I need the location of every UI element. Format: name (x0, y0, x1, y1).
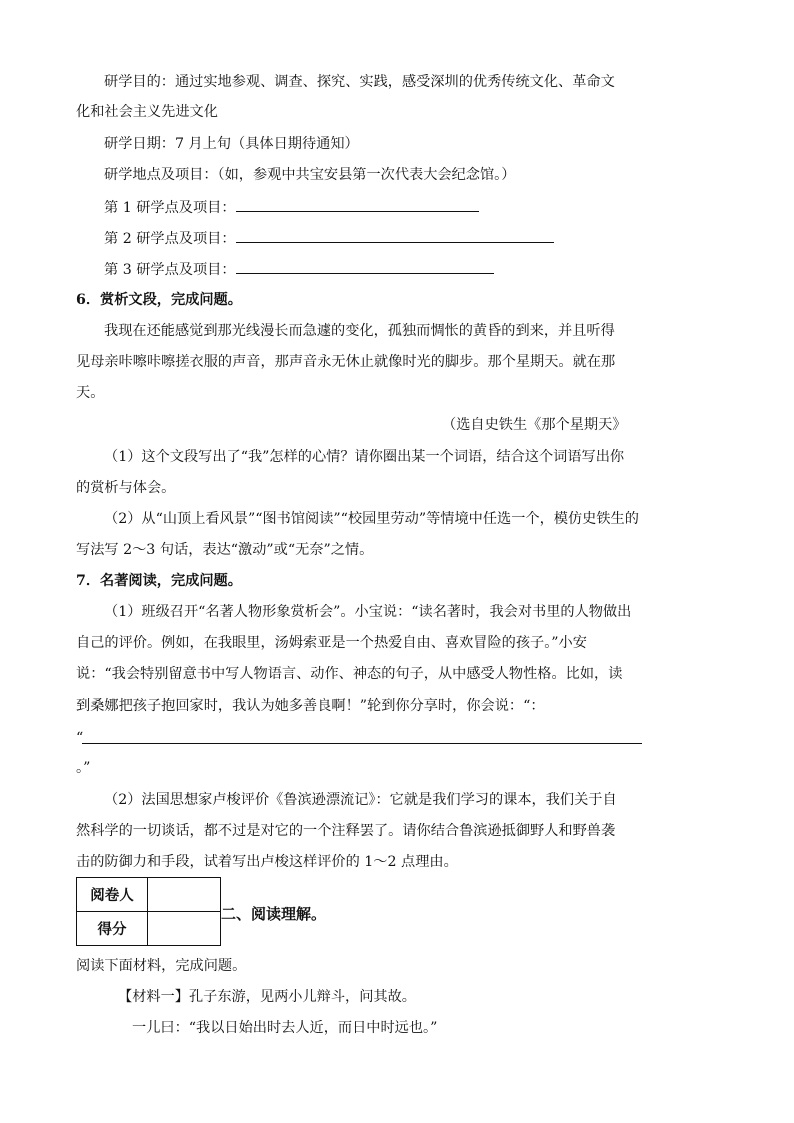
q6-sub1-line1: （1）这个文段写出了“我”怎样的心情？请你圈出某一个词语，结合这个词语写出你 (104, 449, 625, 465)
q7-sub2-line1: （2）法国思想家卢梭评价《鲁滨逊漂流记》：它就是我们学习的课本，我们关于自 (104, 792, 617, 808)
q7-sub2-line2: 然科学的一切谈话，都不过是对它的一个注释罢了。请你结合鲁滨逊抵御野人和野兽袭 (76, 823, 616, 839)
q6-passage-line3: 天。 (76, 385, 105, 401)
section-2-heading: 二、阅读理解。 (221, 905, 327, 923)
q7-sub1-line3: 说：“我会特别留意书中写人物语言、动作、神态的句子，从中感受人物性格。比如，读 (76, 666, 623, 682)
score-table-row (77, 878, 221, 912)
research-location: 研学地点及项目：（如，参观中共宝安县第一次代表大会纪念馆。） (104, 167, 516, 183)
q6-source: （选自史铁生《那个星期天》 (442, 417, 627, 433)
research-purpose-line2: 化和社会主义先进文化 (76, 104, 218, 120)
q7-sub2-line3: 击的防御力和手段，试着写出卢梭这样评价的 1～2 点理由。 (76, 854, 458, 870)
score-cell[interactable] (148, 912, 221, 946)
q7-close-quote: 。” (76, 760, 91, 776)
score-table-row (77, 912, 221, 946)
q7-sub1-line1: （1）班级召开“名著人物形象赏析会”。小宝说：“读名著时，我会对书里的人物做出 (104, 604, 632, 620)
q6-passage-line2: 见母亲咔嚓咔嚓搓衣服的声音，那声音永无休止就像时光的脚步。那个星期天。就在那 (76, 354, 616, 370)
q7-sub1-line4: 到桑娜把孩子抱回家时，我认为她多善良啊！”轮到你分享时，你会说：“： (76, 698, 545, 714)
q6-sub1-line2: 的赏析与体会。 (76, 480, 176, 496)
research-item-3-answer-blank[interactable] (236, 259, 494, 274)
score-table (76, 877, 221, 946)
research-item-2 (104, 228, 554, 249)
q7-answer-line[interactable] (82, 743, 642, 744)
score-label: 得分 (77, 912, 148, 946)
research-date: 研学日期：7 月上旬（具体日期待通知） (104, 136, 359, 152)
material-1: 【材料一】孔子东游，见两小儿辩斗，问其故。 (118, 989, 416, 1005)
q7-sub1-line2: 自己的评价。例如，在我眼里，汤姆索亚是一个热爱自由、喜欢冒险的孩子。”小安 (76, 635, 587, 651)
research-item-2-label: 第 2 研学点及项目： (104, 231, 236, 247)
question-6-title: 6．赏析文段，完成问题。 (76, 292, 242, 308)
research-item-3-label: 第 3 研学点及项目： (104, 262, 236, 278)
q7-open-quote: “ (76, 730, 84, 746)
reviewer-cell[interactable] (148, 878, 221, 912)
section-2-intro: 阅读下面材料，完成问题。 (76, 958, 247, 974)
research-item-2-answer-blank[interactable] (236, 228, 554, 243)
research-purpose-line1: 研学目的：通过实地参观、调查、探究、实践，感受深圳的优秀传统文化、革命文 (104, 74, 615, 90)
material-1-child-said: 一儿曰：“我以日始出时去人近，而日中时远也。” (132, 1020, 438, 1036)
research-item-3 (104, 259, 494, 280)
q6-passage-line1: 我现在还能感觉到那光线漫长而急遽的变化，孤独而惆怅的黄昏的到来，并且听得 (104, 323, 615, 339)
research-item-1-answer-blank[interactable] (236, 197, 479, 212)
research-item-1 (104, 197, 479, 218)
question-7-title: 7．名著阅读，完成问题。 (76, 573, 242, 589)
research-item-1-label: 第 1 研学点及项目： (104, 200, 236, 216)
q6-sub2-line1: （2）从“山顶上看风景”“图书馆阅读”“校园里劳动”等情境中任选一个，模仿史铁生的 (104, 511, 639, 527)
q6-sub2-line2: 写法写 2～3 句话，表达“激动”或“无奈”之情。 (76, 542, 374, 558)
reviewer-label: 阅卷人 (77, 878, 148, 912)
